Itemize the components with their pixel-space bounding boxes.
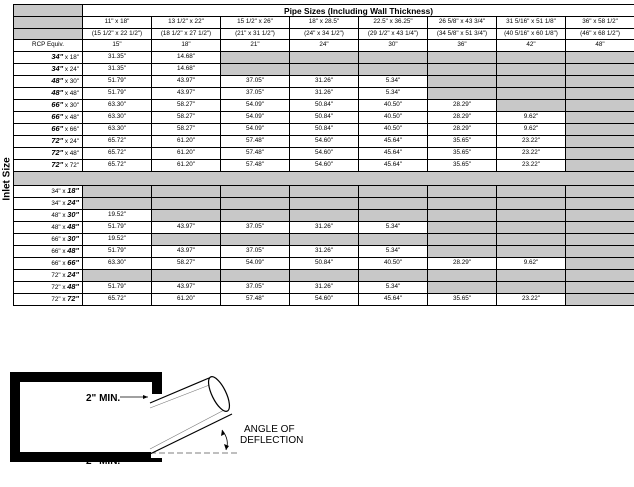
inlet-dim-b: 30" [67, 233, 79, 243]
pipe-wall-header: (46" x 68 1/2") [566, 28, 634, 40]
inlet-size-cell [14, 281, 83, 293]
value-cell [290, 63, 359, 75]
value-cell: 31.26" [290, 245, 359, 257]
value-cell [497, 245, 566, 257]
value-cell: 31.26" [290, 87, 359, 99]
value-cell [83, 185, 152, 197]
table-row [14, 209, 634, 221]
value-cell: 43.97" [152, 75, 221, 87]
value-cell: 31.35" [83, 63, 152, 75]
value-cell: 35.65" [428, 293, 497, 305]
inlet-dim-b: 48" [67, 221, 79, 231]
value-cell: 65.72" [83, 147, 152, 159]
corner-cell [14, 17, 83, 29]
value-cell: 58.27" [152, 123, 221, 135]
value-cell [497, 233, 566, 245]
inlet-dim-b: x 30" [64, 101, 79, 109]
inlet-size-cell [14, 209, 83, 221]
value-cell [290, 269, 359, 281]
value-cell [566, 159, 634, 171]
inlet-dim-b: 30" [67, 209, 79, 219]
pipe-wall-header: (15 1/2" x 22 1/2") [83, 28, 152, 40]
value-cell: 57.48" [221, 135, 290, 147]
value-cell [428, 245, 497, 257]
table-row [14, 135, 634, 147]
separator-cell [14, 171, 634, 185]
value-cell [290, 185, 359, 197]
value-cell [566, 233, 634, 245]
value-cell [221, 197, 290, 209]
rcp-value: 21" [221, 40, 290, 52]
inlet-size-cell [14, 185, 83, 197]
rcp-value: 42" [497, 40, 566, 52]
value-cell [497, 209, 566, 221]
inlet-size-cell [14, 245, 83, 257]
value-cell: 28.29" [428, 257, 497, 269]
inlet-dim-a: 72" [51, 159, 64, 169]
value-cell [83, 197, 152, 209]
value-cell: 51.79" [83, 221, 152, 233]
value-cell: 19.52" [83, 233, 152, 245]
inlet-dim-b: x 18" [64, 53, 79, 61]
value-cell [428, 209, 497, 221]
value-cell [428, 221, 497, 233]
table-title: Pipe Sizes (Including Wall Thickness) [83, 5, 634, 17]
inlet-size-cell [14, 293, 83, 305]
inlet-dim-b: x 48" [64, 149, 79, 157]
pipe-size-header: 36" x 58 1/2" [566, 17, 634, 29]
inlet-size-cell [14, 257, 83, 269]
value-cell [359, 51, 428, 63]
value-cell: 31.26" [290, 221, 359, 233]
inlet-size-cell [14, 63, 83, 75]
inlet-size-cell [14, 197, 83, 209]
inlet-size-cell [14, 135, 83, 147]
value-cell: 63.30" [83, 123, 152, 135]
value-cell [221, 51, 290, 63]
inlet-dim-a: 48" [51, 87, 64, 97]
value-cell: 45.64" [359, 135, 428, 147]
value-cell [566, 281, 634, 293]
rcp-value: 36" [428, 40, 497, 52]
pipe-wall-header: (34 5/8" x 51 3/4") [428, 28, 497, 40]
value-cell [428, 233, 497, 245]
deflection-diagram [0, 350, 634, 487]
inlet-size-cell [14, 51, 83, 63]
value-cell: 54.09" [221, 111, 290, 123]
inlet-dim-b: x 24" [64, 137, 79, 145]
value-cell: 14.68" [152, 63, 221, 75]
value-cell [359, 269, 428, 281]
value-cell [566, 147, 634, 159]
value-cell [497, 221, 566, 233]
value-cell: 54.09" [221, 123, 290, 135]
inlet-dim-a: 72" x [51, 295, 66, 303]
value-cell: 37.05" [221, 221, 290, 233]
table-row [14, 51, 634, 63]
value-cell: 58.27" [152, 99, 221, 111]
value-cell: 63.30" [83, 99, 152, 111]
value-cell: 23.22" [497, 159, 566, 171]
table-row [14, 233, 634, 245]
value-cell [428, 51, 497, 63]
value-cell [359, 197, 428, 209]
value-cell: 23.22" [497, 293, 566, 305]
value-cell: 5.34" [359, 87, 428, 99]
value-cell [428, 75, 497, 87]
value-cell: 40.50" [359, 99, 428, 111]
table-row [14, 245, 634, 257]
value-cell [566, 63, 634, 75]
value-cell [221, 269, 290, 281]
value-cell: 5.34" [359, 75, 428, 87]
value-cell [497, 87, 566, 99]
inlet-dim-b: x 30" [64, 77, 79, 85]
value-cell [428, 63, 497, 75]
inlet-dim-b: 66" [67, 257, 79, 267]
min-bottom-label: 2" MIN. [86, 456, 121, 467]
value-cell [566, 123, 634, 135]
inlet-box-frame [10, 372, 162, 462]
value-cell: 45.64" [359, 293, 428, 305]
pipe-size-header: 11" x 18" [83, 17, 152, 29]
value-cell: 5.34" [359, 221, 428, 233]
rcp-value: 15" [83, 40, 152, 52]
inlet-dim-b: x 48" [64, 89, 79, 97]
inlet-size-cell [14, 269, 83, 281]
value-cell: 51.79" [83, 87, 152, 99]
inlet-dim-a: 34" [51, 51, 64, 61]
value-cell [566, 75, 634, 87]
pipe-wall-header: (21" x 31 1/2") [221, 28, 290, 40]
inlet-dim-a: 66" [51, 111, 64, 121]
value-cell: 54.09" [221, 99, 290, 111]
table-row [14, 75, 634, 87]
value-cell: 28.29" [428, 99, 497, 111]
value-cell: 45.64" [359, 159, 428, 171]
value-cell: 5.34" [359, 245, 428, 257]
value-cell: 5.34" [359, 281, 428, 293]
inlet-size-cell [14, 233, 83, 245]
value-cell: 9.62" [497, 257, 566, 269]
value-cell [497, 75, 566, 87]
inlet-dim-b: 48" [67, 245, 79, 255]
value-cell: 45.64" [359, 147, 428, 159]
inlet-dim-a: 72" [51, 135, 64, 145]
rcp-label: RCP Equiv. [14, 40, 83, 52]
pipe-size-header: 18" x 28.5" [290, 17, 359, 29]
inlet-size-cell [14, 87, 83, 99]
inlet-dim-a: 66" x [51, 259, 66, 267]
value-cell [497, 51, 566, 63]
inlet-size-cell [14, 111, 83, 123]
rcp-value: 24" [290, 40, 359, 52]
value-cell: 51.79" [83, 281, 152, 293]
value-cell [359, 233, 428, 245]
inlet-dim-a: 72" [51, 147, 64, 157]
value-cell: 23.22" [497, 135, 566, 147]
value-cell [221, 209, 290, 221]
section-separator [14, 171, 634, 185]
value-cell [290, 233, 359, 245]
value-cell: 28.29" [428, 111, 497, 123]
corner-cell [14, 28, 83, 40]
value-cell [566, 197, 634, 209]
value-cell: 57.48" [221, 147, 290, 159]
value-cell: 50.84" [290, 99, 359, 111]
value-cell: 65.72" [83, 159, 152, 171]
value-cell [566, 51, 634, 63]
inlet-dim-a: 66" [51, 99, 64, 109]
inlet-size-cell [14, 159, 83, 171]
value-cell [290, 197, 359, 209]
inlet-dim-b: 48" [67, 281, 79, 291]
pipe-wall-header: (18 1/2" x 27 1/2") [152, 28, 221, 40]
value-cell: 65.72" [83, 135, 152, 147]
inlet-size-cell [14, 147, 83, 159]
inlet-dim-b: 18" [67, 185, 79, 195]
inlet-dim-b: 24" [67, 197, 79, 207]
inlet-dim-b: 24" [67, 269, 79, 279]
value-cell: 9.62" [497, 111, 566, 123]
pipe-size-header: 15 1/2" x 26" [221, 17, 290, 29]
table-row [14, 63, 634, 75]
inlet-dim-a: 34" x [51, 187, 66, 195]
value-cell: 9.62" [497, 123, 566, 135]
value-cell [497, 269, 566, 281]
value-cell: 58.27" [152, 257, 221, 269]
value-cell: 50.84" [290, 257, 359, 269]
value-cell [497, 281, 566, 293]
value-cell: 43.97" [152, 221, 221, 233]
value-cell: 40.50" [359, 111, 428, 123]
value-cell: 14.68" [152, 51, 221, 63]
inlet-size-cell [14, 123, 83, 135]
value-cell [152, 233, 221, 245]
value-cell [566, 135, 634, 147]
inlet-dim-a: 48" [51, 75, 64, 85]
pipe-end [204, 374, 233, 414]
value-cell [566, 269, 634, 281]
value-cell [566, 87, 634, 99]
table-row [14, 111, 634, 123]
value-cell: 54.09" [221, 257, 290, 269]
table-row [14, 221, 634, 233]
pipe-size-header: 26 5/8" x 43 3/4" [428, 17, 497, 29]
angle-label-2: DEFLECTION [240, 435, 304, 446]
value-cell: 35.65" [428, 147, 497, 159]
value-cell [428, 197, 497, 209]
value-cell [428, 269, 497, 281]
value-cell: 35.65" [428, 159, 497, 171]
inlet-dim-b: x 24" [64, 65, 79, 73]
inlet-dim-a: 72" x [51, 271, 66, 279]
rcp-value: 48" [566, 40, 634, 52]
value-cell [290, 51, 359, 63]
inlet-dim-a: 72" x [51, 283, 66, 291]
value-cell [221, 63, 290, 75]
value-cell [428, 87, 497, 99]
inlet-dim-a: 48" x [51, 223, 66, 231]
table-row [14, 293, 634, 305]
value-cell: 43.97" [152, 245, 221, 257]
value-cell: 50.84" [290, 111, 359, 123]
min-top-label: 2" MIN. [86, 393, 121, 404]
value-cell [221, 185, 290, 197]
pipe-size-header: 22.5" x 36.25" [359, 17, 428, 29]
value-cell [428, 281, 497, 293]
value-cell: 51.79" [83, 245, 152, 257]
value-cell [566, 111, 634, 123]
rcp-value: 18" [152, 40, 221, 52]
inlet-dim-b: x 48" [64, 113, 79, 121]
value-cell [566, 293, 634, 305]
inlet-dim-a: 66" x [51, 235, 66, 243]
value-cell: 31.26" [290, 75, 359, 87]
pipe-wall-header: (29 1/2" x 43 1/4") [359, 28, 428, 40]
value-cell: 40.50" [359, 257, 428, 269]
value-cell: 51.79" [83, 75, 152, 87]
table-row [14, 257, 634, 269]
table-row [14, 87, 634, 99]
table-row [14, 159, 634, 171]
inlet-size-cell [14, 221, 83, 233]
value-cell: 50.84" [290, 123, 359, 135]
value-cell [290, 209, 359, 221]
value-cell: 37.05" [221, 75, 290, 87]
value-cell: 28.29" [428, 123, 497, 135]
value-cell [566, 221, 634, 233]
value-cell [566, 99, 634, 111]
value-cell [83, 269, 152, 281]
inlet-dim-a: 66" [51, 123, 64, 133]
inlet-size-cell [14, 99, 83, 111]
value-cell: 37.05" [221, 245, 290, 257]
value-cell: 54.60" [290, 159, 359, 171]
value-cell [152, 269, 221, 281]
value-cell [359, 63, 428, 75]
value-cell: 23.22" [497, 147, 566, 159]
value-cell: 37.05" [221, 281, 290, 293]
value-cell [566, 185, 634, 197]
value-cell: 19.52" [83, 209, 152, 221]
table-row [14, 99, 634, 111]
value-cell [359, 185, 428, 197]
inlet-dim-a: 34" [51, 63, 64, 73]
value-cell: 35.65" [428, 135, 497, 147]
value-cell: 40.50" [359, 123, 428, 135]
value-cell: 65.72" [83, 293, 152, 305]
value-cell [359, 209, 428, 221]
pipe-size-header: 31 5/16" x 51 1/8" [497, 17, 566, 29]
inlet-size-text: Inlet Size [1, 157, 12, 201]
table-row [14, 197, 634, 209]
value-cell [152, 197, 221, 209]
value-cell: 54.60" [290, 147, 359, 159]
value-cell: 57.48" [221, 293, 290, 305]
value-cell [497, 185, 566, 197]
value-cell [566, 245, 634, 257]
inlet-dim-b: x 66" [64, 125, 79, 133]
value-cell [221, 233, 290, 245]
value-cell: 63.30" [83, 257, 152, 269]
value-cell: 63.30" [83, 111, 152, 123]
value-cell [152, 209, 221, 221]
inlet-size-cell [14, 75, 83, 87]
pipe-wall-header: (40 5/16" x 60 1/8") [497, 28, 566, 40]
value-cell [497, 99, 566, 111]
inlet-dim-a: 34" x [51, 199, 66, 207]
value-cell [497, 63, 566, 75]
value-cell [566, 209, 634, 221]
value-cell: 31.35" [83, 51, 152, 63]
value-cell: 61.20" [152, 293, 221, 305]
value-cell [497, 197, 566, 209]
inlet-dim-b: x 72" [64, 161, 79, 169]
value-cell: 61.20" [152, 135, 221, 147]
inlet-dim-a: 48" x [51, 211, 66, 219]
pipe-size-table [13, 4, 634, 306]
value-cell: 54.60" [290, 293, 359, 305]
value-cell: 37.05" [221, 87, 290, 99]
pipe-size-header: 13 1/2" x 22" [152, 17, 221, 29]
angle-label-1: ANGLE OF [244, 424, 295, 435]
table-row [14, 185, 634, 197]
inlet-dim-a: 66" x [51, 247, 66, 255]
table-row [14, 147, 634, 159]
corner-cell [14, 5, 83, 17]
value-cell: 58.27" [152, 111, 221, 123]
table-row [14, 281, 634, 293]
value-cell: 43.97" [152, 87, 221, 99]
value-cell: 31.26" [290, 281, 359, 293]
pipe-wall-header: (24" x 34 1/2") [290, 28, 359, 40]
value-cell [428, 185, 497, 197]
value-cell: 54.60" [290, 135, 359, 147]
inlet-dim-b: 72" [67, 293, 79, 303]
rcp-value: 30" [359, 40, 428, 52]
value-cell: 57.48" [221, 159, 290, 171]
value-cell: 61.20" [152, 159, 221, 171]
value-cell: 61.20" [152, 147, 221, 159]
inlet-size-label [0, 20, 13, 338]
value-cell [566, 257, 634, 269]
table-row [14, 269, 634, 281]
value-cell: 43.97" [152, 281, 221, 293]
table-row [14, 123, 634, 135]
value-cell [152, 185, 221, 197]
